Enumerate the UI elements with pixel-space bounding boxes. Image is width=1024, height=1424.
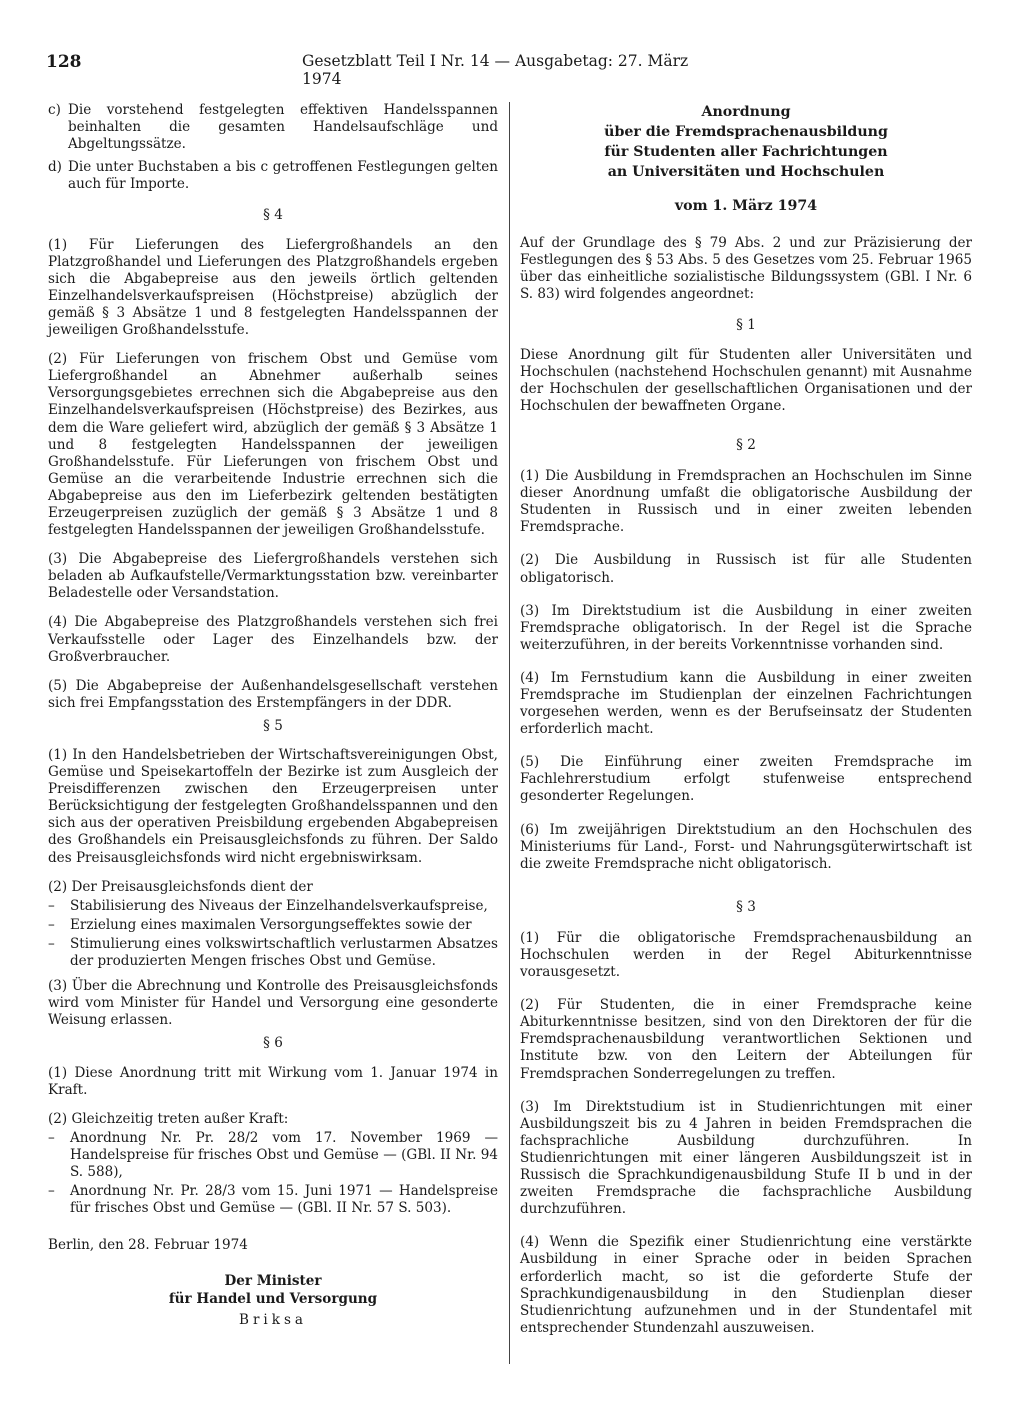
paragraph: (1) Für Lieferungen des Liefergroßhandels an den Platzgroßhandel und Lieferungen des Platzgroßhandels ergeben sich die Abgabepreise aus den jeweils örtlich geltenden Einzelhandelsverkaufspreisen (Höchstpreise) abzüglich der gemäß § 3 Absätze 1 und 8 festgelegten Handelsspannen der jeweiligen Großhandelsstufe. — [48, 236, 498, 339]
item-label: c) — [48, 102, 61, 118]
paragraph: (2) Für Lieferungen von frischem Obst und Gemüse vom Liefergroßhandel an Abnehmer außerhalb seines Versorgungsgebietes errechnen sich die Abgabepreise aus den Einzelhandelsverkaufspreisen (Höchstpreise) des Bezirkes, aus dem die Ware geliefert wird, abzüglich der gemäß § 3 Absätze 1 und 8 festgelegten Handelsspannen der jeweiligen Großhandelsstufe. Für Lieferungen von frischem Obst und Gemüse an die verarbeitende Industrie errechnen sich die Abgabepreise aus den im Lieferbezirk geltenden bestätigten Erzeugerpreisen zuzüglich der gemäß § 3 Absätze 1 und 8 festgelegten Handelsspannen der jeweiligen Großhandelsstufe. — [48, 351, 498, 539]
left-column — [48, 102, 498, 1329]
list-item-d — [48, 159, 498, 193]
doc-title-line: für Studenten aller Fachrichtungen — [604, 144, 888, 160]
section-heading-3: § 3 — [736, 898, 756, 915]
paragraph: (4) Wenn die Spezifik einer Studienrichtung eine verstärkte Ausbildung in einer Sprache oder in beiden Sprachen erforderlich macht, so ist die geforderte Stufe der Sprachkundigenausbildung in den Studienplan dieser Studienrichtung aufzunehmen und in der Stundentafel mit entsprechender Stundenzahl auszuweisen. — [520, 1234, 972, 1336]
paragraph: (6) Im zweijährigen Direktstudium an den Hochschulen des Ministeriums für Land-, Forst- und Nahrungsgüterwirtschaft ist die zweite Fremdsprache nicht obligatorisch. — [520, 821, 972, 872]
paragraph: (5) Die Einführung einer zweiten Fremdsprache im Fachlehrerstudium erfolgt stufenweise entsprechend gesonderter Regelungen. — [520, 754, 972, 805]
place-date: Berlin, den 28. Februar 1974 — [48, 1237, 248, 1254]
signature-office: für Handel und Versorgung — [168, 1291, 378, 1308]
paragraph: (3) Im Direktstudium ist die Ausbildung in einer zweiten Fremdsprache obligatorisch. In der Regel ist die Sprache weiterzuführen, in der bereits Vorkenntnisse vorhanden sind. — [520, 602, 972, 653]
right-column — [520, 102, 972, 1349]
paragraph: (1) Für die obligatorische Fremdsprachenausbildung an Hochschulen werden in der Regel Abiturkenntnisse vorausgesetzt. — [520, 929, 972, 981]
item-text: Die unter Buchstaben a bis c getroffenen Festlegungen gelten auch für Importe. — [68, 159, 498, 193]
paragraph: (1) In den Handelsbetrieben der Wirtschaftsvereinigungen Obst, Gemüse und Speisekartoffeln der Bezirke ist zum Ausgleich der Preisdifferenzen zwischen den Erzeugerpreisen unter Berücksichtigung der festgelegten Großhandelsspannen und den sich aus der operativen Preisbildung ergebenden Abgabepreisen des Großhandels ein Preisausgleichsfonds zu führen. Der Saldo des Preisausgleichsfonds wird nicht ergebniswirksam. — [48, 747, 498, 866]
paragraph: (2) Gleichzeitig treten außer Kraft: — [48, 1110, 289, 1127]
paragraph: (2) Für Studenten, die in einer Fremdsprache keine Abiturkenntnisse besitzen, sind von den Direktoren der für die Fremdsprachenausbildung verantwortlichen Sektionen und Institute bzw. von den Leitern der Abteilungen für Fremdsprachen Sonderregelungen zu treffen. — [520, 997, 972, 1082]
dash-text: Stabilisierung des Niveaus der Einzelhandelsverkaufspreise, — [70, 897, 488, 914]
paragraph: (1) Diese Anordnung tritt mit Wirkung vom 1. Januar 1974 in Kraft. — [48, 1064, 498, 1098]
dash-item — [48, 917, 498, 934]
doc-title-line: Anordnung — [701, 104, 791, 120]
signature-name: Briksa — [238, 1312, 307, 1329]
dash-item — [48, 898, 498, 915]
dash-glyph: – — [48, 1129, 55, 1146]
section-heading-6: § 6 — [263, 1035, 283, 1052]
item-label: d) — [48, 159, 62, 176]
dash-item — [48, 1183, 498, 1217]
dash-glyph: – — [48, 935, 55, 952]
doc-title-line: über die Fremdsprachenausbildung — [604, 124, 888, 140]
dash-text: Stimulierung eines volkswirtschaftlich verlustarmen Absatzes der produzierten Mengen frisches Obst und Gemüse. — [70, 935, 498, 970]
section-heading-4: § 4 — [263, 207, 283, 224]
dash-text: Erzielung eines maximalen Versorgungseffektes sowie der — [70, 916, 472, 933]
section-heading-5: § 5 — [263, 717, 283, 734]
running-title: Gesetzblatt Teil I Nr. 14 — Ausgabetag: 27. März 1974 — [302, 52, 689, 88]
preamble: Auf der Grundlage des § 79 Abs. 2 und zur Präzisierung der Festlegungen des § 53 Abs. 5 des Gesetzes vom 25. Februar 1965 über das einheitliche sozialistische Bildungssystem (GBl. I Nr. 6 S. 83) wird folgendes angeordnet: — [520, 235, 972, 303]
dash-glyph: – — [48, 1183, 55, 1200]
page-header — [46, 52, 726, 88]
paragraph: Diese Anordnung gilt für Studenten aller Universitäten und Hochschulen (nachstehend Hochschulen genannt) mit Ausnahme der Hochschulen der gesellschaftlichen Organisationen und der Hochschulen der bewaffneten Organe. — [520, 346, 972, 414]
paragraph: (3) Über die Abrechnung und Kontrolle des Preisausgleichsfonds wird vom Minister für Handel und Versorgung eine gesonderte Weisung erlassen. — [48, 978, 498, 1029]
dash-glyph: – — [48, 897, 55, 914]
paragraph: (4) Im Fernstudium kann die Ausbildung in einer zweiten Fremdsprache im Studienplan der einzelnen Fachrichtungen vorgesehen werden, wenn es der Berufseinsatz der Studenten erforderlich macht. — [520, 669, 972, 738]
dash-item — [48, 1130, 498, 1181]
paragraph: (2) Die Ausbildung in Russisch ist für alle Studenten obligatorisch. — [520, 552, 972, 586]
doc-title-line: an Universitäten und Hochschulen — [607, 164, 885, 180]
dash-text: Anordnung Nr. Pr. 28/2 vom 17. November 1969 — Handelspreise für frisches Obst und Gemüse — (GBl. II Nr. 94 S. 588), — [70, 1129, 498, 1180]
item-text: Die vorstehend festgelegten effektiven Handelsspannen beinhalten die gesamten Handelsaufschläge und Abgeltungssätze. — [68, 102, 498, 153]
dash-item — [48, 936, 498, 970]
paragraph: (4) Die Abgabepreise des Platzgroßhandels verstehen sich frei Verkaufsstelle oder Lager des Einzelhandels bzw. der Großverbraucher. — [48, 614, 498, 665]
dash-text: Anordnung Nr. Pr. 28/3 vom 15. Juni 1971 — Handelspreise für frisches Obst und Gemüse — (GBl. II Nr. 57 S. 503). — [70, 1183, 498, 1217]
paragraph: (3) Die Abgabepreise des Liefergroßhandels verstehen sich beladen ab Aufkaufstelle/Vermarktungsstation bzw. vereinbarter Beladestelle oder Versandstation. — [48, 551, 498, 602]
section-heading-1: § 1 — [736, 317, 756, 334]
paragraph: (5) Die Abgabepreise der Außenhandelsgesellschaft verstehen sich frei Empfangsstation des Erstempfängers in der DDR. — [48, 677, 498, 711]
page-number: 128 — [46, 52, 82, 72]
signature-title: Der Minister — [224, 1273, 322, 1290]
paragraph: (2) Der Preisausgleichsfonds dient der — [48, 878, 313, 895]
section-heading-2: § 2 — [736, 436, 756, 453]
doc-date: vom 1. März 1974 — [674, 198, 818, 214]
column-divider — [509, 102, 510, 1364]
dash-glyph: – — [48, 916, 55, 933]
paragraph: (1) Die Ausbildung in Fremdsprachen an Hochschulen im Sinne dieser Anordnung umfaßt die obligatorische Ausbildung der Studenten in Russisch und in einer zweiten lebenden Fremdsprache. — [520, 468, 972, 536]
list-item-c — [48, 102, 498, 153]
paragraph: (3) Im Direktstudium ist in Studienrichtungen mit einer Ausbildungszeit bis zu 4 Jahren in beiden Fremdsprachen die fachsprachliche Ausbildung durchzuführen. In Studienrichtungen mit einer längeren Ausbildungszeit ist in Russisch die Sprachkundigenausbildung Stufe II b und in der zweiten Fremdsprache die fachsprachliche Ausbildung durchzuführen. — [520, 1098, 972, 1218]
